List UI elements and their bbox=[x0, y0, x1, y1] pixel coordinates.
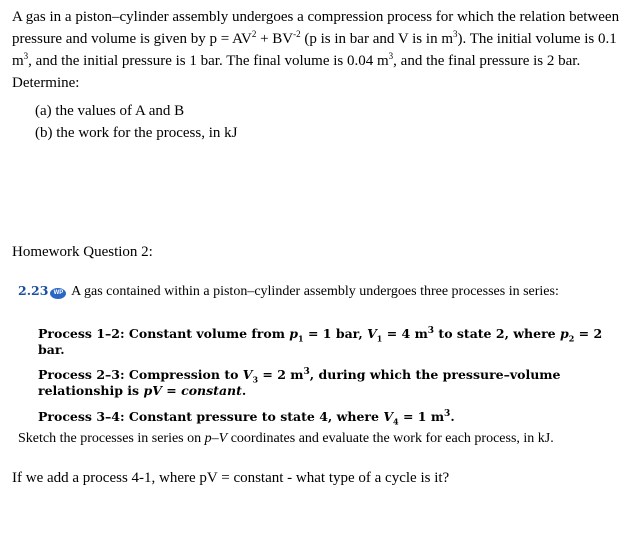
exponent: 2 bbox=[251, 29, 257, 39]
part-a: (a) the values of A and B bbox=[35, 103, 185, 119]
intro-text: ). The initial volume is 0.1 m bbox=[12, 31, 617, 69]
part-b: (b) the work for the process, in kJ bbox=[35, 125, 238, 141]
wp-badge-icon: WP bbox=[50, 288, 66, 299]
intro-text: + BV bbox=[256, 31, 294, 47]
exponent: 3 bbox=[388, 51, 394, 61]
question-parts bbox=[35, 100, 237, 144]
problem-text: A gas contained within a piston–cylinder assembly undergoes three processes in series: bbox=[68, 284, 559, 299]
intro-text: A gas in a piston–cylinder assembly undergoes a compression process for which the relation between pressure and volume is given by p = AV bbox=[12, 9, 620, 47]
process-2-3: Process 2–3: Compression to $V_3 = 2$ $m^3$, during which the pressure–volume relationship is pV = constant. bbox=[38, 366, 561, 398]
intro-text: , and the final pressure is 2 bar. Determine: bbox=[12, 53, 581, 91]
process-1-2: Process 1–2: Constant volume from $p_1 = 1$ bar, $V_1 = 4$ $m^3$ to state 2, where $p_2 = 2$ bar. bbox=[38, 325, 603, 357]
exponent: 3 bbox=[452, 29, 458, 39]
exponent: 3 bbox=[23, 51, 29, 61]
problem-statement bbox=[18, 283, 618, 299]
exponent: -2 bbox=[293, 29, 301, 39]
intro-text: (p is in bar and V is in m bbox=[300, 31, 453, 47]
intro-paragraph bbox=[12, 6, 630, 94]
cycle-question: If we add a process 4-1, where pV = constant - what type of a cycle is it? bbox=[12, 470, 450, 486]
intro-text: , and the initial pressure is 1 bar. The final volume is 0.04 m bbox=[28, 53, 389, 69]
homework-heading: Homework Question 2: bbox=[12, 244, 153, 260]
problem-number: 2.23 bbox=[18, 283, 49, 298]
process-3-4: Process 3–4: Constant pressure to state 4, where $V_4 = 1$ $m^3$. bbox=[38, 408, 455, 427]
sketch-instruction: Sketch the processes in series on p–V coordinates and evaluate the work for each process, in kJ. bbox=[18, 431, 554, 446]
